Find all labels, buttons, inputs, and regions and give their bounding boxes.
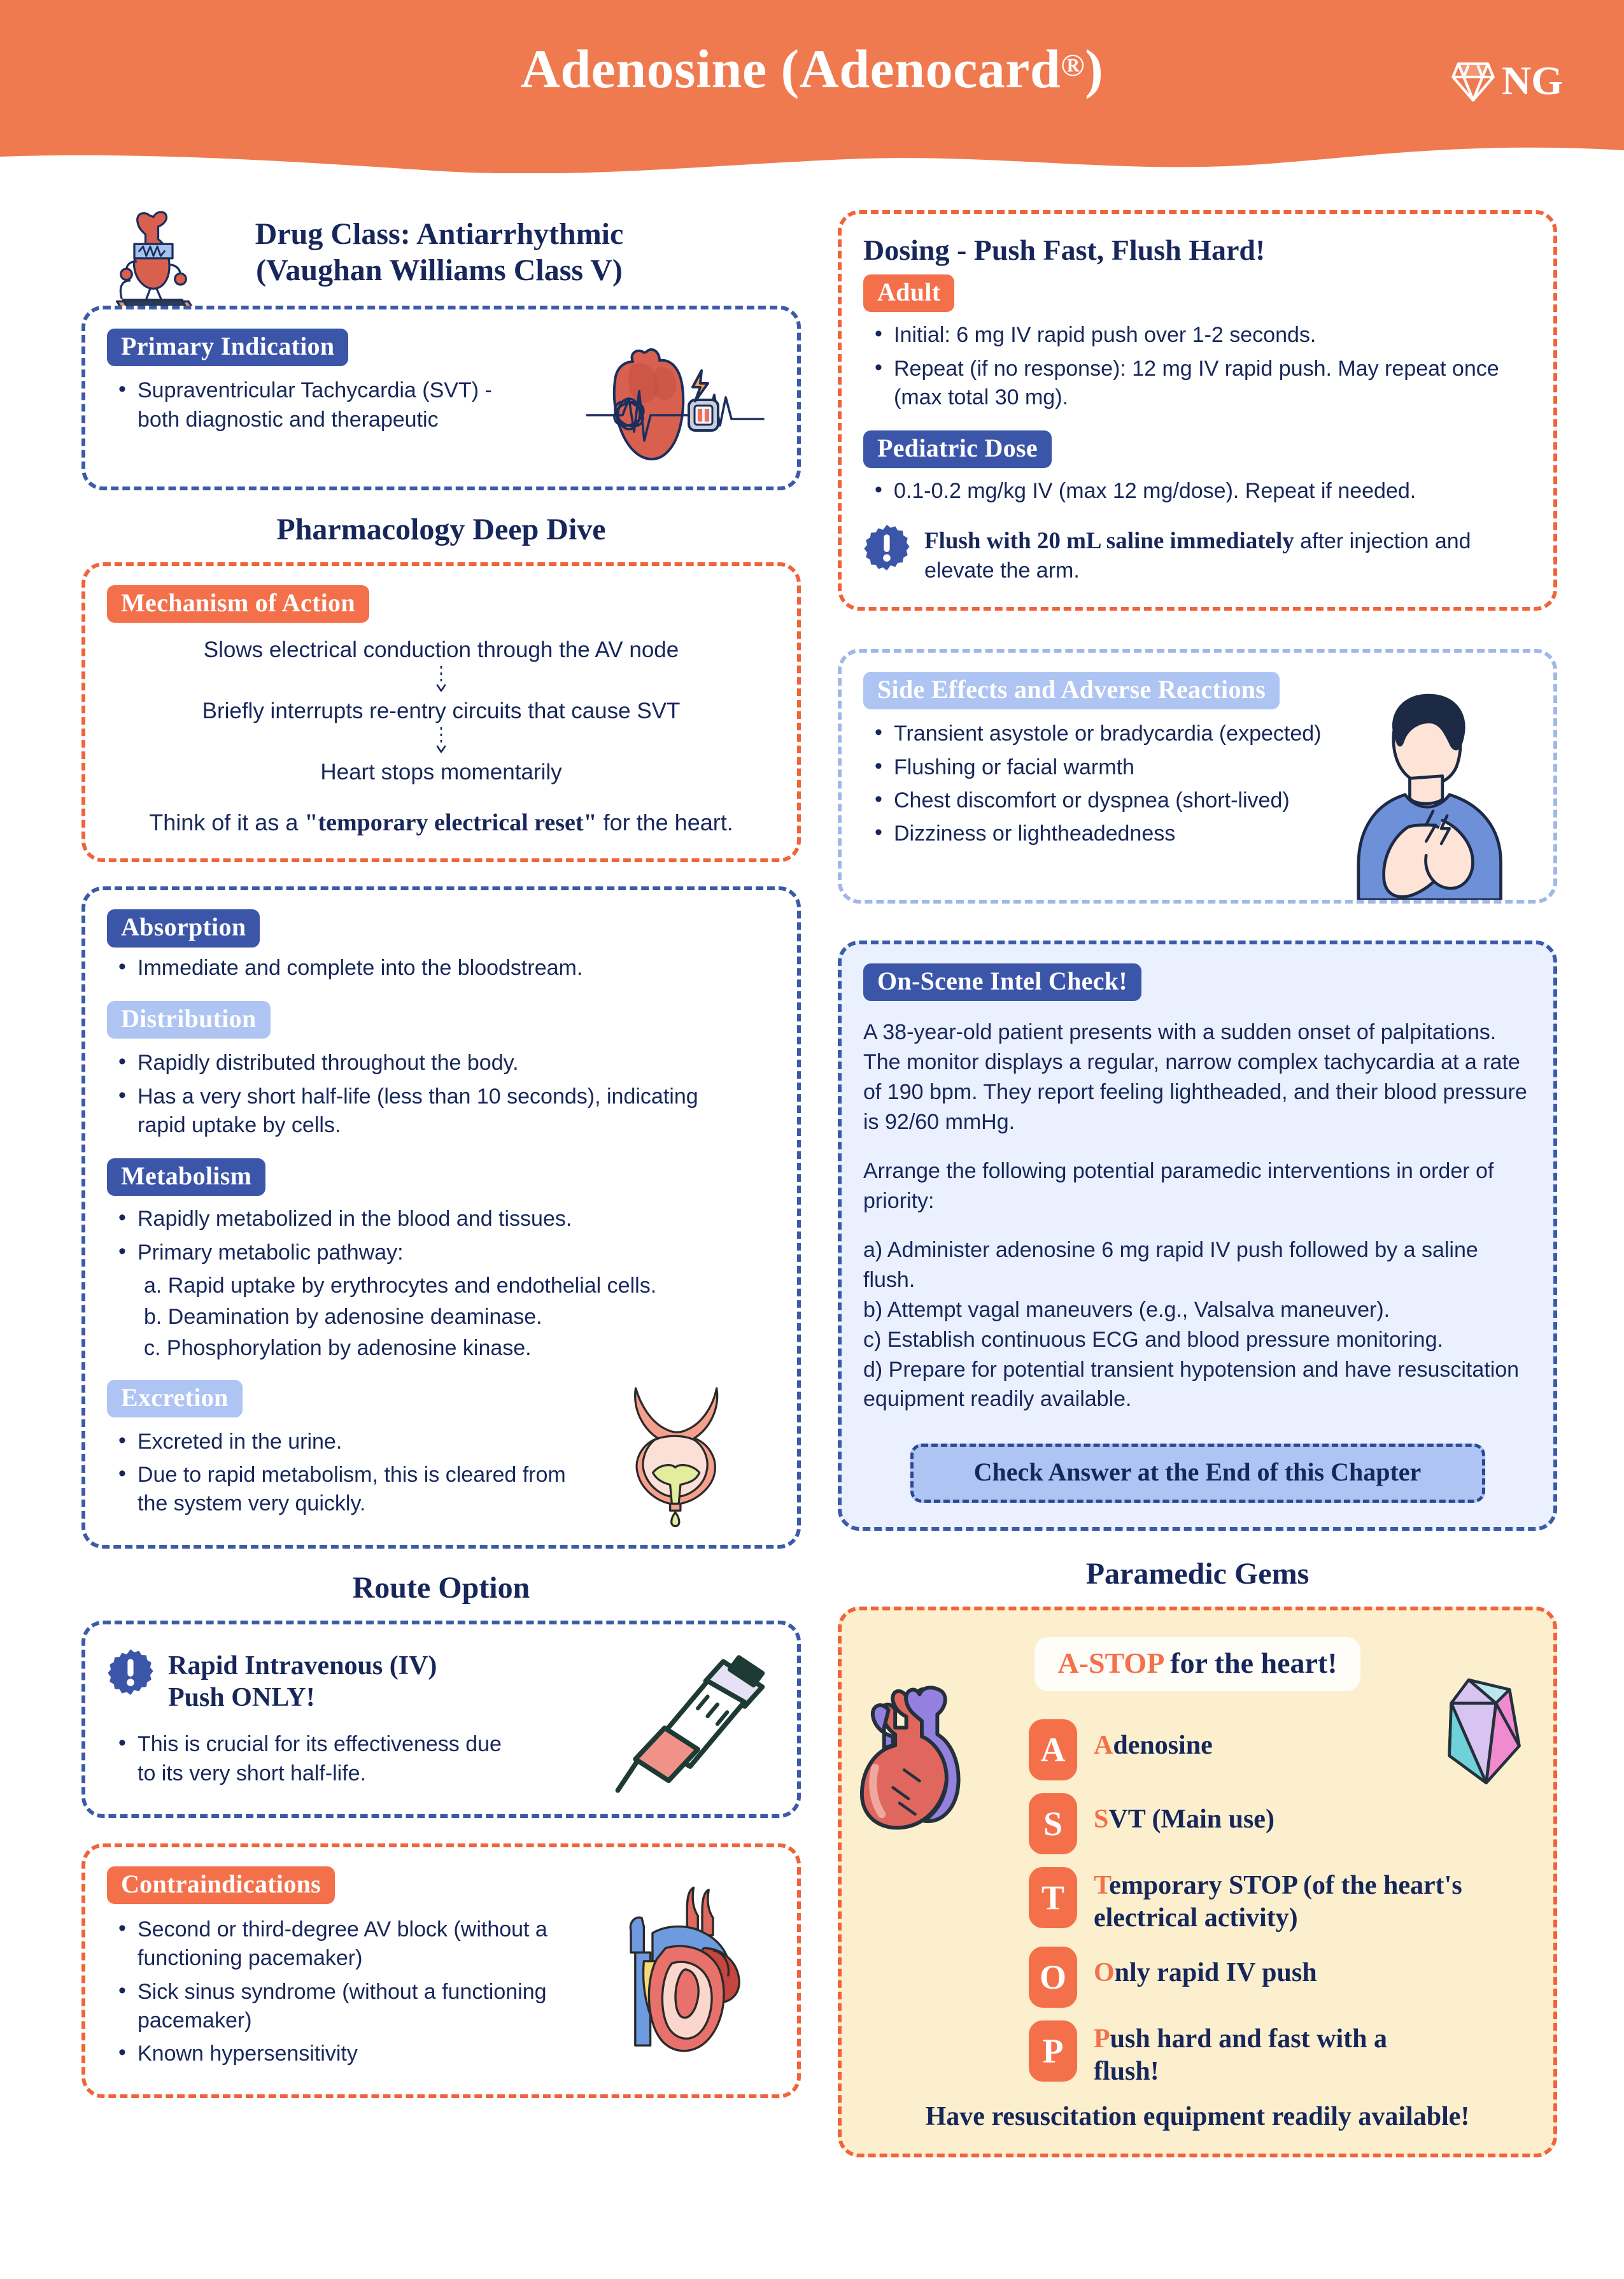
list-item: • Has a very short half-life (less than 10 seconds), indicating rapid uptake by cells. — [116, 1083, 727, 1140]
paramedic-gems-heading: Paramedic Gems — [1085, 1557, 1310, 1591]
route-callout-line-2: Push ONLY! — [168, 1682, 315, 1712]
mnemonic-letter-tile: T — [1029, 1867, 1077, 1928]
anatomical-heart-cross-section-icon — [595, 1885, 760, 2064]
list-item: a. Rapid uptake by erythrocytes and endothelial cells. — [144, 1273, 657, 1298]
route-option-heading: Route Option — [352, 1570, 530, 1605]
absorption-list — [116, 954, 775, 983]
gemstone-icon — [1439, 1674, 1528, 1789]
person-clutching-chest-icon — [1329, 690, 1539, 900]
list-item: • Initial: 6 mg IV rapid push over 1-2 seconds. — [872, 321, 1509, 350]
side-effects-badge: Side Effects and Adverse Reactions — [863, 672, 1280, 709]
drug-class-row — [81, 210, 801, 306]
mnemonic-letter-tile: A — [1029, 1719, 1077, 1780]
mnemonic-row-text: Only rapid IV push — [1094, 1958, 1317, 1988]
intel-option-c: c) Establish continuous ECG and blood pressure monitoring. — [863, 1327, 1443, 1352]
route-callout-text — [168, 1647, 437, 1714]
primary-indication-list — [116, 376, 511, 434]
paramedic-gems-panel — [838, 1607, 1557, 2157]
list-item: • Dizziness or lightheadedness — [872, 820, 1343, 848]
list-item: • This is crucial for its effectiveness due to its very short half-life. — [116, 1730, 523, 1787]
flush-callout — [863, 523, 1532, 585]
mnemonic-row-text: Push hard and fast with a flush! — [1094, 2024, 1387, 2086]
drug-class-line-1: Drug Class: Antiarrhythmic — [255, 217, 624, 251]
metabolism-badge: Metabolism — [107, 1158, 265, 1196]
list-item: • Second or third-degree AV block (without a functioning pacemaker) — [116, 1915, 549, 1973]
mnemonic-letter-tile: S — [1029, 1793, 1077, 1854]
summary-pre: Think of it as a — [149, 809, 305, 836]
mnemonic-title — [1034, 1637, 1360, 1691]
side-effects-panel — [838, 649, 1557, 904]
mnemonic-row-text: Temporary STOP (of the heart's electrical activity) — [1094, 1871, 1462, 1933]
adult-dose-list — [872, 321, 1509, 412]
list-item: • Rapidly distributed throughout the body. — [116, 1049, 727, 1077]
list-item: • Known hypersensitivity — [116, 2040, 549, 2068]
primary-indication-badge: Primary Indication — [107, 329, 348, 366]
cartoon-heart-icon — [851, 1686, 984, 1832]
contraindications-badge: Contraindications — [107, 1866, 335, 1904]
route-option-panel — [81, 1621, 801, 1818]
side-effects-list — [872, 720, 1343, 848]
flow-step: Briefly interrupts re-entry circuits that cause SVT — [202, 699, 681, 724]
list-item: • Chest discomfort or dyspnea (short-lived) — [872, 786, 1343, 815]
intel-check-question: Arrange the following potential paramedic interventions in order of priority: — [863, 1159, 1494, 1213]
intel-option-d: d) Prepare for potential transient hypotension and have resuscitation equipment readily available. — [863, 1357, 1520, 1412]
flow-step: Slows electrical conduction through the AV node — [203, 637, 679, 663]
list-item: • Sick sinus syndrome (without a functioning pacemaker) — [116, 1978, 549, 2035]
list-item: • Due to rapid metabolism, this is cleared from the system very quickly. — [116, 1461, 574, 1518]
pharmacokinetics-panel — [81, 886, 801, 1548]
exclamation-badge-icon — [863, 524, 910, 571]
list-item: b. Deamination by adenosine deaminase. — [144, 1305, 542, 1330]
summary-bold: "temporary electrical reset" — [304, 809, 597, 837]
mnemonic-letter-tile: O — [1029, 1947, 1077, 2008]
pediatric-dose-badge: Pediatric Dose — [863, 430, 1052, 468]
mnemonic-row-text: Adenosine — [1094, 1731, 1213, 1761]
summary-post: for the heart. — [597, 809, 733, 836]
excretion-list — [116, 1428, 574, 1519]
mnemonic-row-text: SVT (Main use) — [1094, 1805, 1274, 1835]
intel-check-badge: On-Scene Intel Check! — [863, 963, 1141, 1001]
flush-callout-text — [924, 523, 1485, 585]
list-item: • Excreted in the urine. — [116, 1428, 574, 1456]
list-item: • Primary metabolic pathway: — [116, 1239, 775, 1267]
mnemonic-rest: for the heart! — [1162, 1647, 1338, 1680]
flow-arrow-icon — [107, 664, 775, 698]
list-item: c. Phosphorylation by adenosine kinase. — [144, 1336, 532, 1361]
adult-dose-badge: Adult — [863, 274, 954, 312]
contraindications-panel — [81, 1843, 801, 2098]
mnemonic-row-a — [1029, 1719, 1500, 1780]
gems-footer: Have resuscitation equipment readily available! — [925, 2101, 1470, 2131]
distribution-list — [116, 1049, 727, 1140]
flow-arrow-icon — [107, 725, 775, 759]
drug-class-title — [216, 217, 662, 288]
drug-class-line-2: (Vaughan Williams Class V) — [256, 253, 623, 287]
mnemonic-highlight: A-STOP — [1057, 1647, 1163, 1680]
dosing-title: Dosing - Push Fast, Flush Hard! — [863, 234, 1266, 266]
page-title: Adenosine (Adenocard®) — [520, 38, 1104, 99]
intel-option-b: b) Attempt vagal maneuvers (e.g., Valsalva maneuver). — [863, 1297, 1390, 1322]
syringe-icon — [612, 1654, 772, 1800]
intel-check-scenario: A 38-year-old patient presents with a sudden onset of palpitations. The monitor displays a regular, narrow complex tachycardia at a rate of 190 bpm. They report feeling lightheaded, and their blood pressure is 92/60 mmHg. — [863, 1020, 1527, 1135]
route-list — [116, 1730, 523, 1787]
mnemonic-row-s — [1029, 1793, 1500, 1854]
mnemonic-row-p — [1029, 2020, 1500, 2087]
mechanism-summary — [107, 809, 775, 837]
contraindications-list — [116, 1915, 549, 2068]
intel-option-a: a) Administer adenosine 6 mg rapid IV push followed by a saline flush. — [863, 1237, 1478, 1292]
logo-text: NG — [1502, 58, 1563, 103]
flow-step: Heart stops momentarily — [320, 760, 562, 785]
primary-indication-panel — [81, 306, 801, 490]
exclamation-badge-icon — [107, 1649, 154, 1696]
mnemonic-letter-tile: P — [1029, 2020, 1077, 2082]
mnemonic-row-t — [1029, 1867, 1500, 1934]
list-item: • Transient asystole or bradycardia (expected) — [872, 720, 1343, 748]
heart-with-ecg-and-reset-button-icon — [583, 339, 768, 485]
distribution-badge: Distribution — [107, 1001, 271, 1039]
mechanism-badge: Mechanism of Action — [107, 585, 369, 623]
flush-callout-bold: Flush with 20 mL saline immediately — [924, 527, 1294, 554]
list-item: • Flushing or facial warmth — [872, 753, 1343, 782]
mechanism-of-action-panel — [81, 562, 801, 862]
dosing-panel — [838, 210, 1557, 611]
gem-icon — [1448, 56, 1498, 106]
check-answer-button[interactable]: Check Answer at the End of this Chapter — [910, 1444, 1485, 1503]
list-item: • Supraventricular Tachycardia (SVT) - both diagnostic and therapeutic — [116, 376, 511, 434]
pharmacology-heading: Pharmacology Deep Dive — [276, 513, 606, 546]
flush-callout-rest: after injection and elevate the arm. — [924, 529, 1471, 583]
metabolism-sublist — [144, 1272, 717, 1363]
mnemonic-rows — [1029, 1719, 1500, 2087]
intel-check-panel — [838, 941, 1557, 1531]
route-callout-line-1: Rapid Intravenous (IV) — [168, 1651, 437, 1680]
absorption-badge: Absorption — [107, 909, 260, 947]
heart-running-on-treadmill-icon — [106, 209, 201, 316]
excretion-badge: Excretion — [107, 1380, 243, 1417]
list-item: • 0.1-0.2 mg/kg IV (max 12 mg/dose). Repeat if needed. — [872, 477, 1509, 506]
list-item: • Immediate and complete into the bloodstream. — [116, 954, 775, 983]
metabolism-list — [116, 1205, 775, 1267]
brand-logo — [1448, 56, 1563, 106]
mechanism-flow — [107, 637, 775, 786]
mnemonic-row-o — [1029, 1947, 1500, 2008]
page-header — [0, 0, 1624, 173]
list-item: • Rapidly metabolized in the blood and tissues. — [116, 1205, 775, 1233]
bladder-with-urine-drop-icon — [612, 1383, 759, 1530]
list-item: • Repeat (if no response): 12 mg IV rapid push. May repeat once (max total 30 mg). — [872, 355, 1509, 412]
pediatric-dose-list — [872, 477, 1509, 506]
